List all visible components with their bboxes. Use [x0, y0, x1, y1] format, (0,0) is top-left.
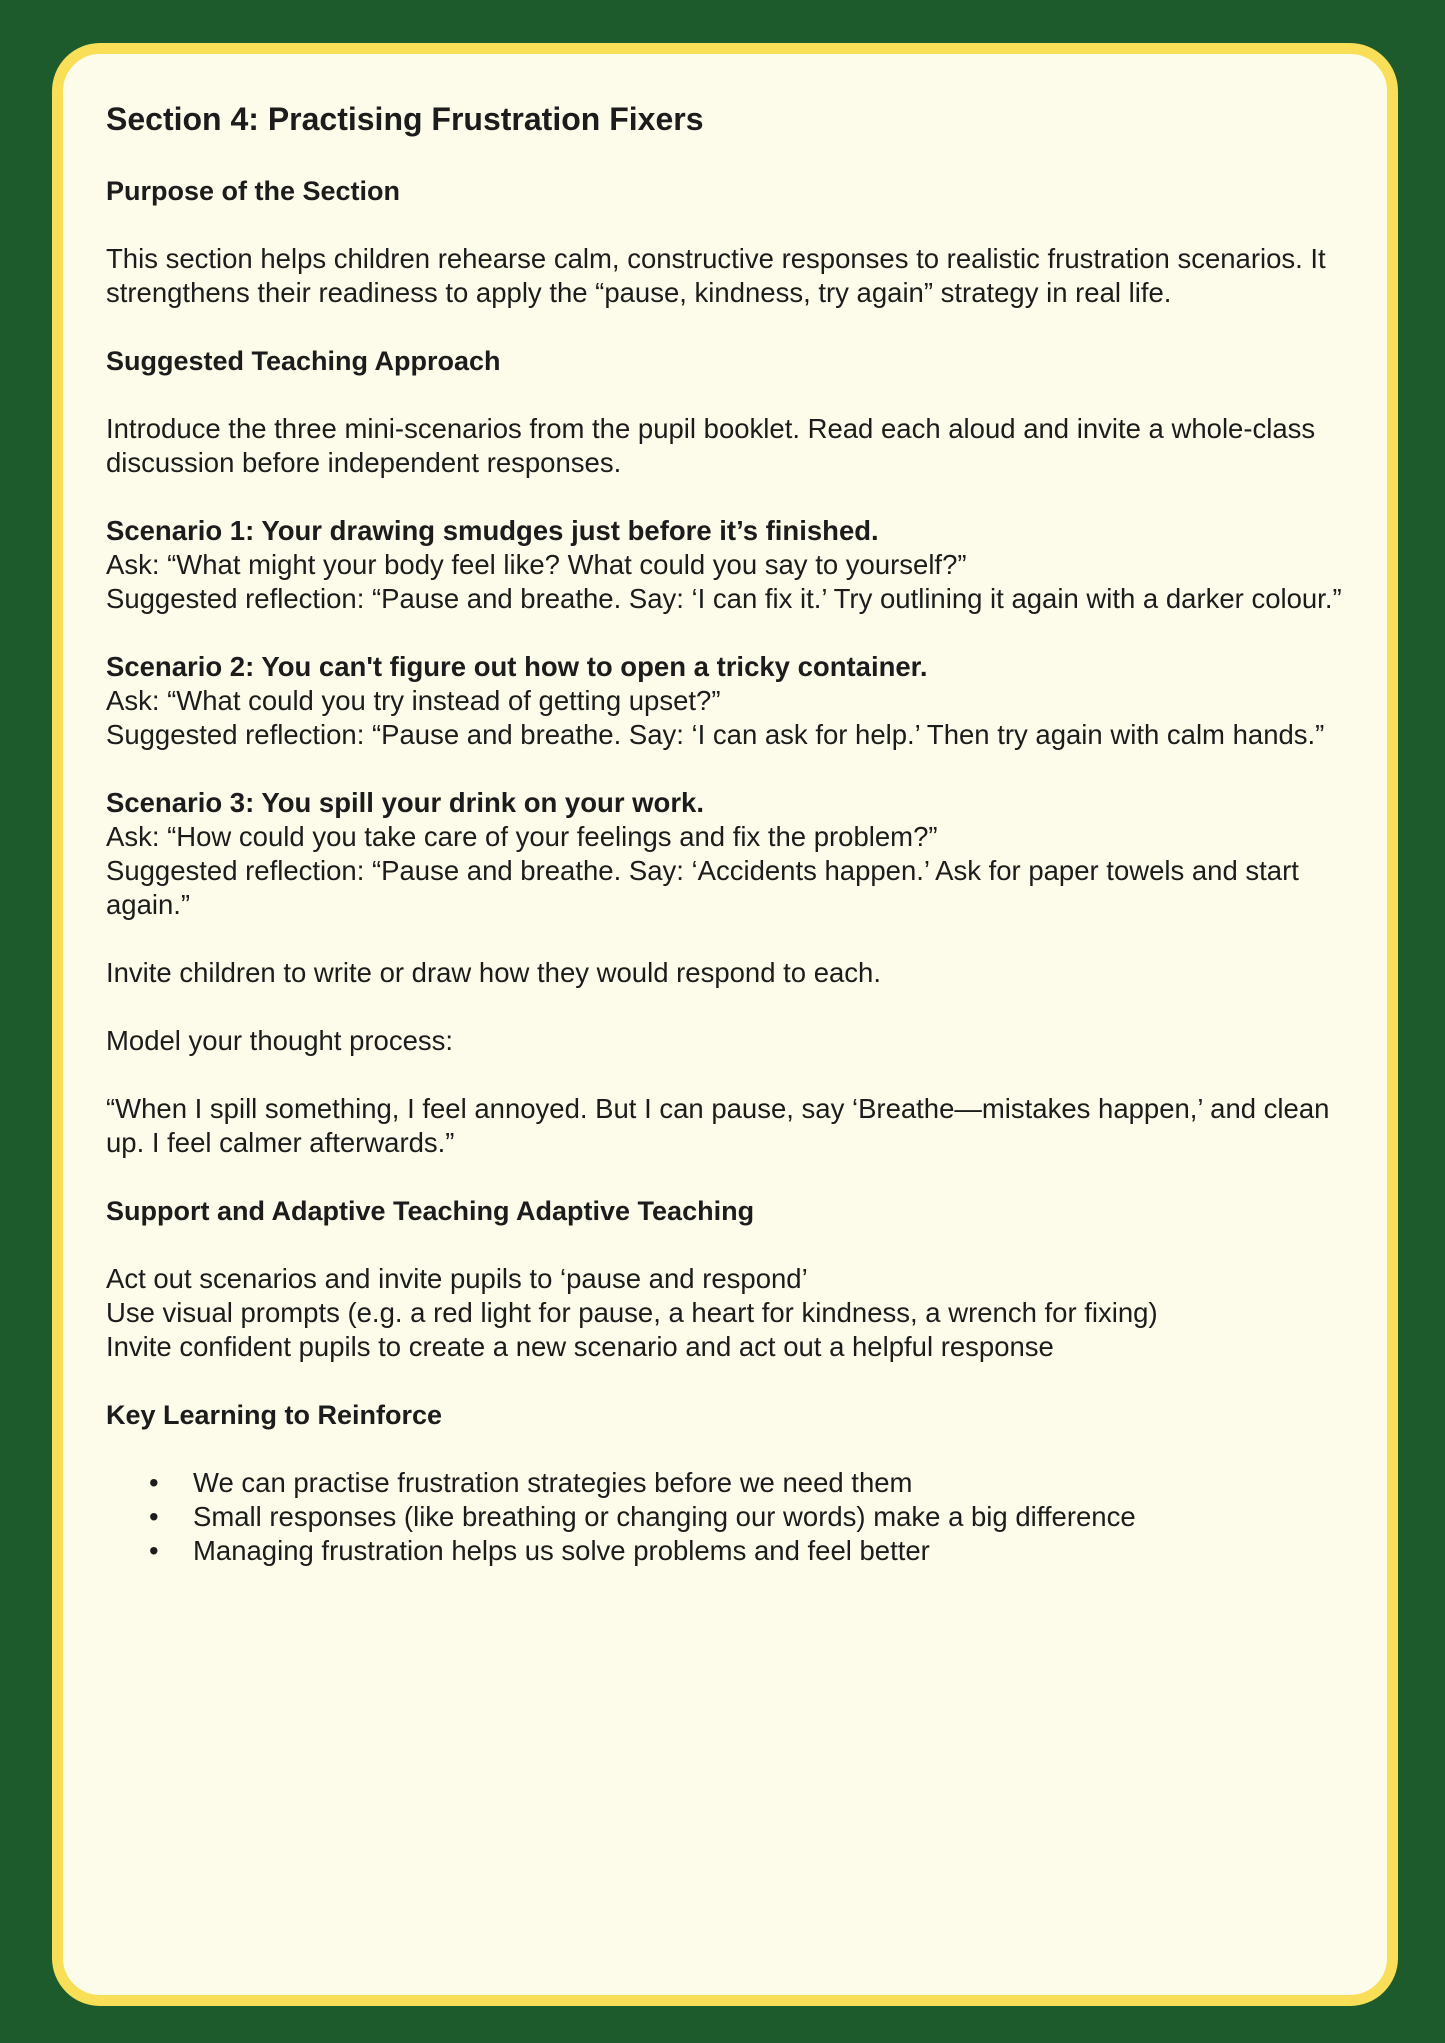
- purpose-text: This section helps children rehearse calm, constructive responses to realistic frustration scenarios. It strengthens their readiness to apply the “pause, kindness, try again” strategy in real life.: [106, 243, 1326, 308]
- scenario-reflection: Suggested reflection: “Pause and breathe. Say: ‘I can ask for help.’ Then try again with calm hands.”: [106, 719, 1325, 750]
- scenario-3: [106, 786, 1346, 922]
- list-item: [106, 1534, 1346, 1568]
- bullet-icon: •: [149, 1467, 159, 1498]
- bullet-icon: •: [149, 1535, 159, 1566]
- scenario-reflection: Suggested reflection: “Pause and breathe. Say: ‘I can fix it.’ Try outlining it again with a darker colour.”: [106, 583, 1342, 614]
- purpose-heading: Purpose of the Section: [106, 176, 401, 206]
- list-item-text: We can practise frustration strategies before we need them: [193, 1467, 913, 1498]
- scenario-title: Scenario 1: Your drawing smudges just before it’s finished.: [106, 515, 879, 546]
- scenario-ask: Ask: “How could you take care of your feelings and fix the problem?”: [106, 821, 938, 852]
- model-label: Model your thought process:: [106, 1025, 453, 1056]
- page-title: Section 4: Practising Frustration Fixers: [106, 101, 704, 137]
- approach-intro: Introduce the three mini-scenarios from the pupil booklet. Read each aloud and invite a whole-class discussion before independent responses.: [106, 413, 1316, 478]
- scenario-1: [106, 514, 1346, 616]
- scenario-title: Scenario 2: You can't figure out how to open a tricky container.: [106, 651, 928, 682]
- list-item-text: Small responses (like breathing or changing our words) make a big difference: [193, 1501, 1136, 1532]
- support-line: Use visual prompts (e.g. a red light for pause, a heart for kindness, a wrench for fixing): [106, 1297, 1158, 1328]
- scenario-2: [106, 650, 1346, 752]
- approach-heading: Suggested Teaching Approach: [106, 346, 501, 376]
- scenario-title: Scenario 3: You spill your drink on your work.: [106, 787, 704, 818]
- bullet-icon: •: [149, 1501, 159, 1532]
- model-quote: “When I spill something, I feel annoyed. But I can pause, say ‘Breathe—mistakes happen,’ and clean up. I feel calmer afterwards.”: [106, 1093, 1330, 1158]
- key-learning-heading: Key Learning to Reinforce: [106, 1400, 443, 1430]
- support-list: [106, 1262, 1346, 1364]
- list-item: [106, 1500, 1346, 1534]
- scenario-ask: Ask: “What could you try instead of getting upset?”: [106, 685, 721, 716]
- support-heading: Support and Adaptive Teaching Adaptive Teaching: [106, 1196, 755, 1226]
- invite-text: Invite children to write or draw how they would respond to each.: [106, 957, 881, 988]
- support-line: Invite confident pupils to create a new scenario and act out a helpful response: [106, 1331, 1054, 1362]
- key-learning-list: [106, 1466, 1346, 1568]
- support-line: Act out scenarios and invite pupils to ‘pause and respond’: [106, 1263, 808, 1294]
- list-item-text: Managing frustration helps us solve problems and feel better: [193, 1535, 930, 1566]
- scenario-ask: Ask: “What might your body feel like? What could you say to yourself?”: [106, 549, 967, 580]
- list-item: [106, 1466, 1346, 1500]
- document-content: [106, 100, 1346, 1568]
- scenario-reflection: Suggested reflection: “Pause and breathe. Say: ‘Accidents happen.’ Ask for paper towels and start again.”: [106, 855, 1299, 920]
